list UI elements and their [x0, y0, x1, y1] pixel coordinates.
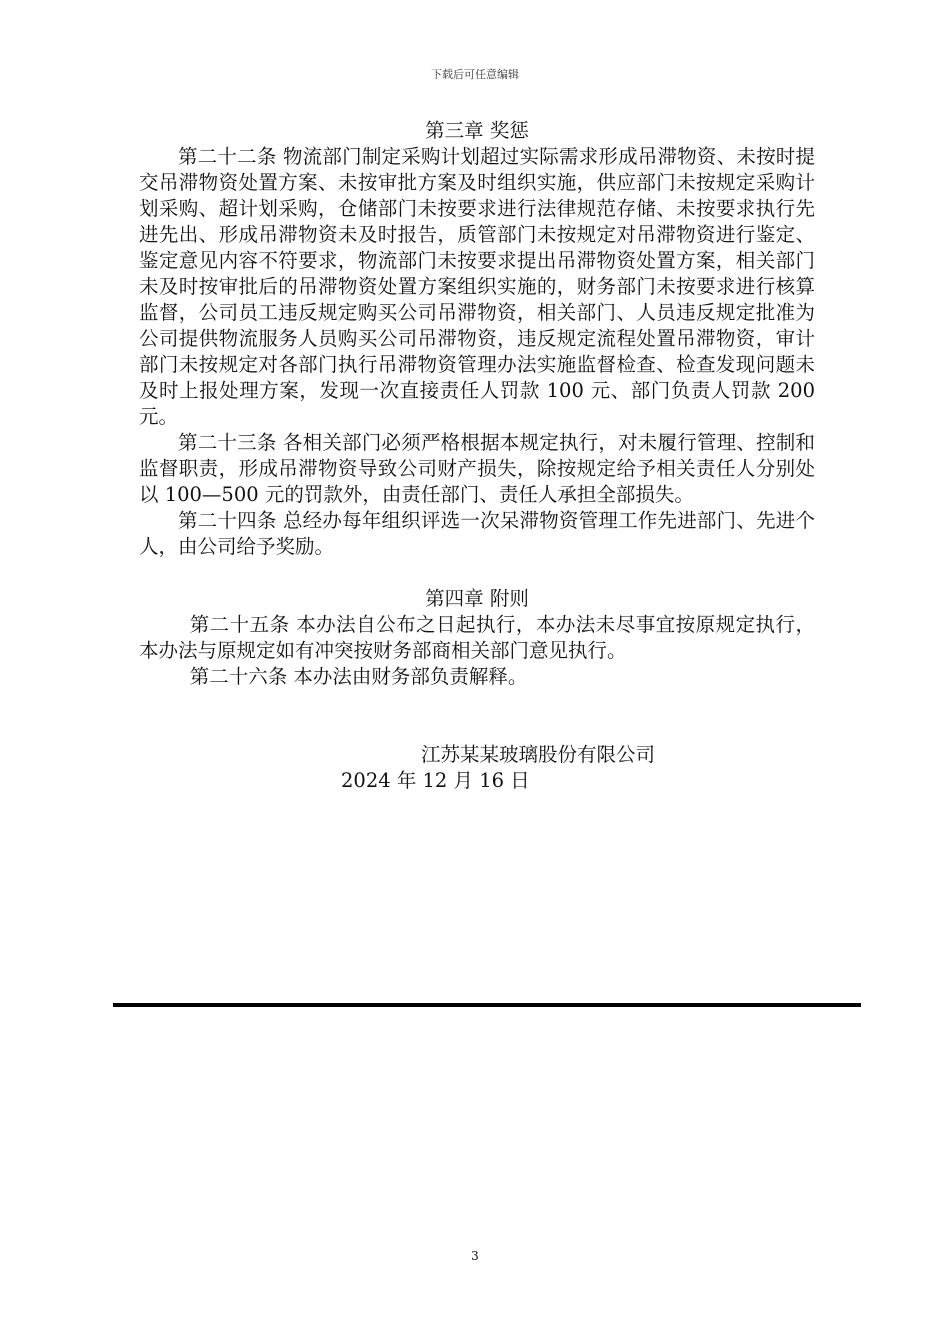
spacer: [139, 560, 815, 586]
article-22: 第二十二条 物流部门制定采购计划超过实际需求形成吊滞物资、未按时提交吊滞物资处置方案、未按审批方案及时组织实施，供应部门未按规定采购计划采购、超计划采购，仓储部门未按要求进行法律规范存储、未按要求执行先进先出、形成吊滞物资未及时报告，质管部门未按规定对吊滞物资进行鉴定、鉴定意见内容不符要求，物流部门未按要求提出吊滞物资处置方案，相关部门未及时按审批后的吊滞物资处置方案组织实施的，财务部门未按要求进行核算监督，公司员工违反规定购买公司吊滞物资，相关部门、人员违反规定批准为公司提供物流服务人员购买公司吊滞物资，违反规定流程处置吊滞物资，审计部门未按规定对各部门执行吊滞物资管理办法实施监督检查、检查发现问题未及时上报处理方案，发现一次直接责任人罚款 100 元、部门负责人罚款 200 元。: [139, 145, 815, 428]
chapter-4-title: 第四章 附则: [425, 587, 529, 610]
page-number: 3: [471, 1249, 479, 1263]
article-23: 第二十三条 各相关部门必须严格根据本规定执行，对未履行管理、控制和监督职责，形成吊滞物资导致公司财产损失，除按规定给予相关责任人分别处以 100—500 元的罚款外，由责任部门、责任人承担全部损失。: [139, 431, 815, 506]
signature-company: 江苏某某玻璃股份有限公司: [421, 743, 656, 766]
page-header: 下载后可任意编辑: [431, 68, 519, 81]
article-26: 第二十六条 本办法由财务部负责解释。: [189, 665, 528, 688]
signature-date: 2024 年 12 月 16 日: [341, 769, 530, 792]
article-24: 第二十四条 总经办每年组织评选一次呆滞物资管理工作先进部门、先进个人，由公司给予奖励。: [139, 509, 815, 558]
spacer: [139, 690, 815, 716]
document-body: [139, 118, 815, 794]
chapter-3-title: 第三章 奖惩: [425, 119, 529, 142]
article-25: 第二十五条 本办法自公布之日起执行，本办法未尽事宜按原规定执行，本办法与原规定如有冲突按财务部商相关部门意见执行。: [139, 613, 815, 662]
horizontal-rule: [113, 1003, 861, 1007]
